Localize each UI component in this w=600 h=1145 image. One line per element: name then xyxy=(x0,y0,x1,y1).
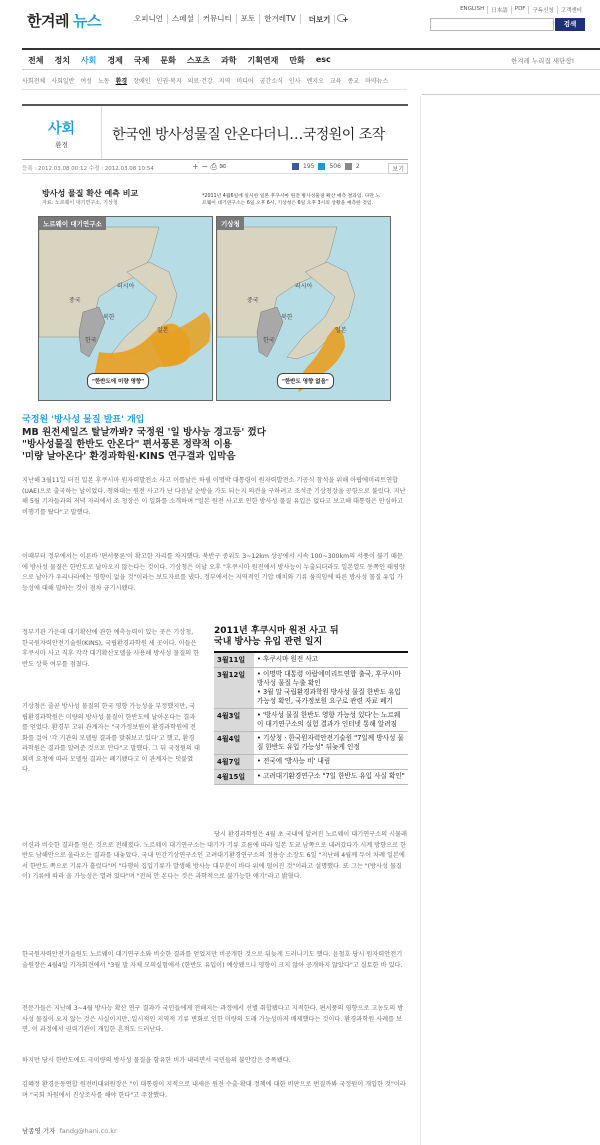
subnav-item[interactable]: 장애인 xyxy=(133,78,151,85)
main-nav xyxy=(22,48,600,70)
nav-culture[interactable]: 문화 xyxy=(160,56,176,65)
twitter-count: 506 xyxy=(329,163,341,170)
subtitle: "방사성물질 한반도 안온다" 편서풍론 정략적 이용 xyxy=(22,439,232,450)
timeline-row xyxy=(214,770,408,785)
subnav-item[interactable]: 종교 xyxy=(347,78,360,85)
article-paragraph: 이때부터 정부에서는 이른바 '편서풍론'이 확고한 자리를 차지했다. 북반구 중위도 3~12km 상공에서 시속 100~300km의 서풍이 불기 때문에 방사성 물질은 한반도로 날아오지 않는다는 것이다. 기상청은 이날 오후 "후쿠시마 원전에서 방사능이 누출되더라도 일본열도 동쪽인 태평양으로 날아가 우리나라에는 영향이 없을 것"이라는 보도자료를 냈다. 정부에서는 지역적인 기압 배치와 기류 움직임에 따른 방사성 물질 유입 가능성에 대해 말하는 것이 점차 금기시됐다. xyxy=(22,553,405,592)
subnav-item[interactable]: 사회전체 xyxy=(22,78,46,85)
service-photo[interactable]: 포토 xyxy=(237,14,261,24)
article-paragraph: 정부기관 가운데 대기확산에 관한 예측능력이 있는 곳은 기상청, 한국원자력안전기술원(KINS), 국립환경과학원 세 곳이다. 이들은 후쿠시마 사고 직후 각각 대기확산모델을 사용해 방사성 물질의 한반도 상륙 여부를 점쳤다. xyxy=(22,629,200,668)
timeline-text: • 전국에 '방사능 비' 내림 xyxy=(257,757,331,765)
map-norway xyxy=(38,216,213,401)
article-paragraph: 당시 환경과학원은 4월 초 국내에 알려진 노르웨이 대기연구소의 시뮬레이션과 비슷한 결과를 얻은 것으로 전해졌다. 노르웨이 대기연구소는 대기가 기류 흐름에 따라 일본 도쿄 남쪽으로 내려갔다가 시계 방향으로 한반도 남해안으로 올라오는 결과를 내놓았다. 국내 민간기상연구소인 고려대기환경연구소의 정용승 소장도 6일 "지난해 4월께 두어 차례 일본에서 한반도 쪽으로 기류가 흘렀다"며 "다행히 집입기류가 발생해 방사능 대부분이 바다 위에 떨어진 것"이라고 설명했다. 또 그는 "(방사성 물질이) 기류에 따라 올 가능성은 열려 있다"며 "전혀 안 온다는 것은 과학적으로 불가능한 얘기"라고 밝혔다. xyxy=(22,831,408,880)
service-more-label: 더보기 xyxy=(305,15,336,24)
subtitle: '미량 날아온다' 환경과학원·KINS 연구결과 입막음 xyxy=(22,451,236,462)
util-subscribe[interactable]: 구독신청 xyxy=(529,6,557,14)
timeline-text: • 후쿠시마 원전 사고 xyxy=(257,655,319,663)
article-meta xyxy=(22,162,408,174)
subnav-item[interactable]: 인사 xyxy=(288,78,301,85)
util-english[interactable]: ENGLISH xyxy=(457,6,488,14)
util-japanese[interactable]: 日本語 xyxy=(488,6,512,14)
region-japan: 일본 xyxy=(157,327,169,334)
reporter-email[interactable]: fandg@hani.co.kr xyxy=(59,1127,117,1135)
section-category xyxy=(22,106,102,159)
right-rail-header xyxy=(422,75,600,95)
region-south-korea: 한국 xyxy=(263,337,275,344)
subnav-item[interactable]: 미디어 xyxy=(236,78,254,85)
timeline-row xyxy=(214,732,408,755)
nav-sports[interactable]: 스포츠 xyxy=(186,56,210,65)
subnav-item[interactable]: 엔지오 xyxy=(306,78,324,85)
region-china: 중국 xyxy=(247,297,259,304)
article-paragraph: 김혜정 환경운동연합 원전비대위원장은 "이 대통령이 지적으로 내세운 원전 수출·확대 정책에 대한 비판으로 번질까봐 국정원이 개입한 것"이라며 "국회 차원에서 진상조사를 해야 한다"고 주장했다. xyxy=(22,1081,406,1099)
region-china: 중국 xyxy=(69,297,81,304)
region-russia: 러시아 xyxy=(295,283,313,290)
timeline-row xyxy=(214,755,408,770)
article-paragraph: 지난해 3월11일 터진 일본 후쿠시마 원자력발전소 사고 이틀날은 하필 이명박 대통령이 원자력발전소 기공식 참석을 위해 아랍에미리트연합(UAE)으로 출국하는 날이었다. 청와대는 원전 사고가 난 다음날 순방을 가도 되는지 의견을 구하려고 조석준 기상청장을 공항으로 불렀다. 지난해 5월 기자들과의 저녁 자리에서 조 청장은 이 일화를 소개하며 "일본 원전 사고로 인한 방사성 물질 유입은 없다고 보고해 대통령은 안심하고 비행기를 탔다"고 말했다. xyxy=(22,477,406,516)
service-opinion[interactable]: 오피니언 xyxy=(130,14,168,24)
reporter-name: 남종영 기자 xyxy=(22,1127,56,1135)
map-norway-callout: "한반도에 미량 영향" xyxy=(87,373,149,389)
facebook-count: 195 xyxy=(303,163,315,170)
article-paragraph: 기상청은 줄곧 방사성 물질의 한국 영향 가능성을 부정했지만, 국립환경과학원은 미량의 방사성 물질이 한반도에 날아온다는 결과를 얻었다. 환경부 고위 관계자는 "국가정보원이 환경과학원에 전화를 걸어 '각 기관의 모델링 결과를 맞춰보고 있다'고 했고, 환경과학원은 결과를 알려준 것으로 안다"고 말했다. 그 뒤 국정원의 대외비 요청에 따라 모델링 결과는 폐기됐다고 이 관계자는 덧붙였다. xyxy=(22,703,200,773)
service-tv[interactable]: 한겨레TV xyxy=(260,14,300,24)
timeline-text: • 이명박 대통령 아랍에미리트연합 출국, 후쿠시마 방사성 물질 누출 확인 • 3월 말 국립환경과학원 방사성 물질 한반도 유입 가능성 확인, 국가정보원 요구로 관련 자료 폐기 xyxy=(257,670,401,705)
article-headline: 한국엔 방사성물질 안온다더니…국정원이 조작 xyxy=(112,127,385,143)
timeline-text: • '방사성 물질 한반도 영향 가능성 있다'는 노르웨이 대기연구소의 실험 결과가 인터넷 통해 알려짐 xyxy=(257,711,401,728)
search-button[interactable]: 검색 xyxy=(555,18,585,31)
nav-all[interactable]: 전체 xyxy=(28,56,44,65)
article-subtitles xyxy=(22,412,408,463)
subnav-item[interactable]: 지역 xyxy=(218,78,231,85)
map-kma-callout: "한반도 영향 없음" xyxy=(277,373,334,389)
search-input[interactable] xyxy=(430,18,554,31)
subnav-item[interactable]: 마약뉴스 xyxy=(365,78,389,85)
article-paragraph: 하지만 당시 한반도에도 극미량의 방사성 물질을 함유한 비가 내리면서 국민들의 불안감은 증폭됐다. xyxy=(22,1057,291,1064)
figure-title: 방사성 물질 확산 예측 비교 xyxy=(42,189,139,198)
nav-comics[interactable]: 만화 xyxy=(289,56,305,65)
article-title-box xyxy=(22,104,408,160)
timeline-date: 3월11일 xyxy=(214,653,254,667)
timeline-row xyxy=(214,709,408,732)
timeline-row xyxy=(214,668,408,709)
subnav-item[interactable]: 사회일반 xyxy=(51,78,75,85)
figure-source: 자료: 노르웨이 대기연구소, 기상청 xyxy=(42,200,118,206)
logo-sub: 뉴스 xyxy=(72,12,101,30)
subnav-item[interactable]: 인권·복지 xyxy=(156,78,182,85)
service-nav xyxy=(130,14,350,24)
service-more[interactable] xyxy=(301,14,351,24)
service-community[interactable]: 커뮤니티 xyxy=(199,14,237,24)
figure-note: *2011년 4월6일에 실시한 일본 후쿠시마 원전 방사성물질 확산 예측 결과임. 다만 노르웨이 대기연구소는 6일 오후 6시, 기상청은 6일 오후 3시의 상황을 예측한 것임. xyxy=(202,194,381,206)
comment-icon[interactable] xyxy=(345,163,352,170)
subsection-name[interactable]: 환경 xyxy=(55,141,68,149)
util-links xyxy=(457,6,585,14)
more-plus-icon: + xyxy=(337,14,346,22)
nav-science[interactable]: 과학 xyxy=(221,56,237,65)
share-counts xyxy=(292,163,360,170)
article-figure xyxy=(30,180,394,405)
nav-series[interactable]: 기획연재 xyxy=(247,56,279,65)
byline xyxy=(22,1126,117,1135)
util-pdf[interactable]: PDF xyxy=(512,6,530,14)
region-north-korea: 북한 xyxy=(103,314,115,321)
article-paragraph: 전문가들은 지난해 3~4월 방사능 확산 연구 결과가 국민들에게 전해지는 과정에서 선별 취합됐다고 지적한다. 편서풍의 영향으로 고농도의 방사성 물질이 오지 않는 것은 사실이지만, 일시적인 지역적 기류 변화로 인한 미량의 도래 가능성마저 배제했다는 것이다. 환경과학원 사례를 보면, 이 과정에서 권력기관이 개입한 흔적도 드러난다. xyxy=(22,1005,404,1033)
subnav-item[interactable]: 의료·건강 xyxy=(187,78,213,85)
timeline-date: 4월7일 xyxy=(214,755,254,769)
subnav-item[interactable]: 노동 xyxy=(97,78,110,85)
font-size-print-tools[interactable]: + − ⎙ ✉ xyxy=(192,162,227,171)
util-support[interactable]: 고객센터 xyxy=(560,8,582,14)
timeline-title: 2011년 후쿠시마 원전 사고 뒤 xyxy=(214,626,339,636)
map-kma xyxy=(216,216,391,401)
timeline-text: • 기상청 · 한국원자력안전기술원 "7일께 방사성 물질 한반도 유입 가능성" 뒤늦게 인정 xyxy=(257,734,404,751)
map-kma-label: 기상청 xyxy=(217,217,244,230)
timeline-date: 4월3일 xyxy=(214,709,254,731)
article-dates: 등록 : 2012.03.08 00:12 수정 : 2012.03.08 10:54 xyxy=(22,166,154,172)
service-special[interactable]: 스페셜 xyxy=(168,14,199,24)
nav-esc[interactable]: esc xyxy=(315,55,331,64)
timeline-text: • 고려대기환경연구소 "7일 한반도 유입 사실 확인" xyxy=(257,772,405,780)
site-logo[interactable] xyxy=(27,10,101,31)
nav-politics[interactable]: 정치 xyxy=(54,56,70,65)
subtitle-lead: 국정원 '방사성 물질 발표' 개입 xyxy=(22,415,145,425)
nav-international[interactable]: 국제 xyxy=(133,56,150,65)
subnav-item[interactable]: 여성 xyxy=(80,78,92,85)
region-russia: 러시아 xyxy=(117,283,135,290)
site-header xyxy=(0,0,600,42)
subnav-item-environment[interactable]: 환경 xyxy=(115,78,128,85)
timeline-title: 국내 방사능 유입 관련 일지 xyxy=(214,637,323,647)
map-norway-label: 노르웨이 대기연구소 xyxy=(39,217,106,230)
view-button[interactable]: 보기 xyxy=(388,163,408,174)
right-rail-divider xyxy=(420,96,421,1145)
nav-economy[interactable]: 경제 xyxy=(107,56,123,65)
facebook-icon[interactable] xyxy=(292,163,299,170)
subtitle: MB 원전세일즈 탈날까봐? 국정원 '일 방사능 경고등' 껐다 xyxy=(22,427,266,438)
twitter-icon[interactable] xyxy=(318,163,325,170)
nav-society[interactable]: 사회 xyxy=(80,56,97,65)
timeline-date: 3월12일 xyxy=(214,668,254,708)
logo-text: 한겨레 xyxy=(27,12,69,30)
site-notice-link[interactable]: 한겨레 누리집 새단장! xyxy=(511,57,575,65)
section-name[interactable]: 사회 xyxy=(47,121,76,137)
subnav-item[interactable]: 교육 xyxy=(329,78,342,85)
comment-count: 2 xyxy=(355,163,360,170)
sub-nav xyxy=(22,72,407,90)
subnav-item[interactable]: 궁간소식 xyxy=(259,78,283,85)
timeline-date: 4월15일 xyxy=(214,770,254,784)
timeline-row xyxy=(214,653,408,668)
region-japan: 일본 xyxy=(335,327,347,334)
region-south-korea: 한국 xyxy=(85,337,97,344)
timeline-date: 4월4일 xyxy=(214,732,254,754)
region-north-korea: 북한 xyxy=(281,314,293,321)
article-paragraph: 한국원자력안전기술원도 노르웨이 대기연구소와 비슷한 결과를 얻었지만 비공개한 것으로 뒤늦게 드러나기도 했다. 윤철호 당시 원자력안전기술원장은 4월4일 기자회견에서 "3월 말 자체 모의실험에서 (한반도 유입이) 예상됐으나 영향이 크지 않아 공개하지 않았다"고 실토한 바 있다. xyxy=(22,951,403,969)
